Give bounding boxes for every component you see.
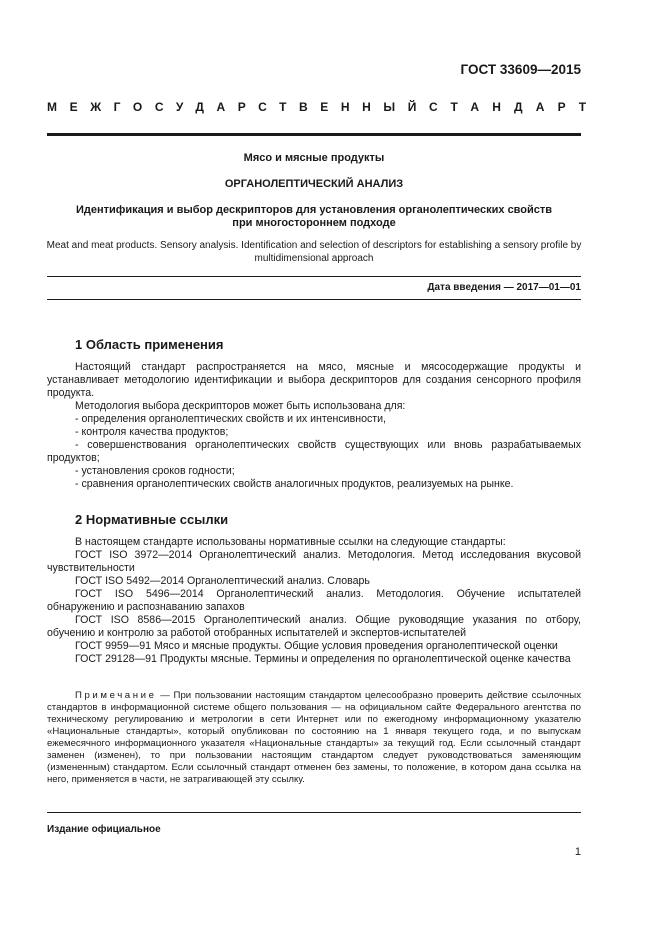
reference-item: ГОСТ ISO 3972—2014 Органолептический анализ. Методология. Метод исследования вкусовой чувствительности bbox=[47, 549, 581, 574]
title-subtitle-line2: при многостороннем подходе bbox=[232, 217, 396, 229]
header-rule bbox=[47, 133, 581, 136]
list-item: - определения органолептических свойств и их интенсивности, bbox=[75, 413, 386, 425]
footer-rule bbox=[47, 812, 581, 813]
list-item: - контроля качества продуктов; bbox=[75, 426, 229, 438]
list-item: - установления сроков годности; bbox=[75, 465, 235, 477]
list-item: - сравнения органолептических свойств аналогичных продуктов, реализуемых на рынке. bbox=[75, 478, 514, 490]
title-product-group: Мясо и мясные продукты bbox=[243, 152, 385, 164]
note-block bbox=[47, 690, 581, 786]
title-main: ОРГАНОЛЕПТИЧЕСКИЙ АНАЛИЗ bbox=[224, 178, 404, 190]
list-item: - совершенствования органолептических свойств существующих или вновь разрабатываемых продуктов; bbox=[47, 439, 581, 464]
reference-item: ГОСТ ISO 5492—2014 Органолептический анализ. Словарь bbox=[75, 575, 370, 587]
document-page bbox=[46, 0, 600, 935]
title-english bbox=[41, 239, 587, 265]
title-subtitle bbox=[47, 204, 581, 230]
title-english-line1: Meat and meat products. Sensory analysis. Identification and selection of descriptors for establishing a sensory profile by bbox=[46, 240, 582, 251]
standard-type-banner bbox=[47, 100, 600, 114]
section-2-intro: В настоящем стандарте использованы нормативные ссылки на следующие стандарты: bbox=[75, 536, 506, 548]
reference-item: ГОСТ ISO 5496—2014 Органолептический анализ. Методология. Обучение испытателей обнаружению и распознаванию запахов bbox=[47, 588, 581, 613]
section-1-list-intro: Методология выбора дескрипторов может быть использована для: bbox=[75, 400, 406, 412]
date-rule-top bbox=[47, 276, 581, 277]
section-1-paragraph: Настоящий стандарт распространяется на мясо, мясные и мясосодержащие продукты и устанавливает методологию идентификации и выбора дескрипторов для создания сенсорного профиля продукта. bbox=[47, 361, 581, 399]
page-number: 1 bbox=[574, 846, 581, 858]
section-1-heading: 1 Область применения bbox=[75, 337, 224, 352]
note-label: Примечание bbox=[75, 690, 157, 701]
official-edition-label: Издание официальное bbox=[47, 824, 161, 835]
reference-item: ГОСТ 29128—91 Продукты мясные. Термины и определения по органолептической оценке качества bbox=[75, 653, 571, 665]
title-subtitle-line1: Идентификация и выбор дескрипторов для установления органолептических свойств bbox=[75, 204, 553, 216]
standard-number: ГОСТ 33609—2015 bbox=[460, 62, 581, 77]
note-text: — При пользовании настоящим стандартом целесообразно проверить действие ссылочных стандартов в информационной системе общего пользования — на официальном сайте Федерального агентства по техническому регулированию и метрологии в сети Интернет или по ежегодному информационному указателю «Национальные стандарты», который опубликован по состоянию на 1 января текущего года, и по выпускам ежемесячного информационного указателя «Национальные стандарты» за текущий год. Если ссылочный стандарт заменен (изменен), то при пользовании настоящим стандартом следует руководствоваться заменяющим (измененным) стандартом. Если ссылочный стандарт отменен без замены, то положение, в котором дана ссылка на него, применяется в части, не затрагивающей эту ссылку. bbox=[47, 690, 581, 785]
section-2-heading: 2 Нормативные ссылки bbox=[75, 512, 229, 527]
section-1-body bbox=[47, 361, 581, 491]
banner-word-interstate: МЕЖГОСУДАРСТВЕННЫЙ bbox=[47, 100, 429, 114]
date-rule-bottom bbox=[47, 299, 581, 300]
banner-word-standard: СТАНДАРТ bbox=[428, 100, 600, 114]
note-paragraph bbox=[47, 690, 581, 786]
reference-item: ГОСТ ISO 8586—2015 Органолептический анализ. Общие руководящие указания по отбору, обучению и контролю за работой отобранных испытателей и экспертов-испытателей bbox=[47, 614, 581, 639]
title-english-line2: multidimensional approach bbox=[254, 253, 374, 264]
reference-item: ГОСТ 9959—91 Мясо и мясные продукты. Общие условия проведения органолептической оценки bbox=[75, 640, 558, 652]
introduction-date: Дата введения — 2017—01—01 bbox=[427, 282, 581, 293]
section-2-body bbox=[47, 536, 581, 666]
